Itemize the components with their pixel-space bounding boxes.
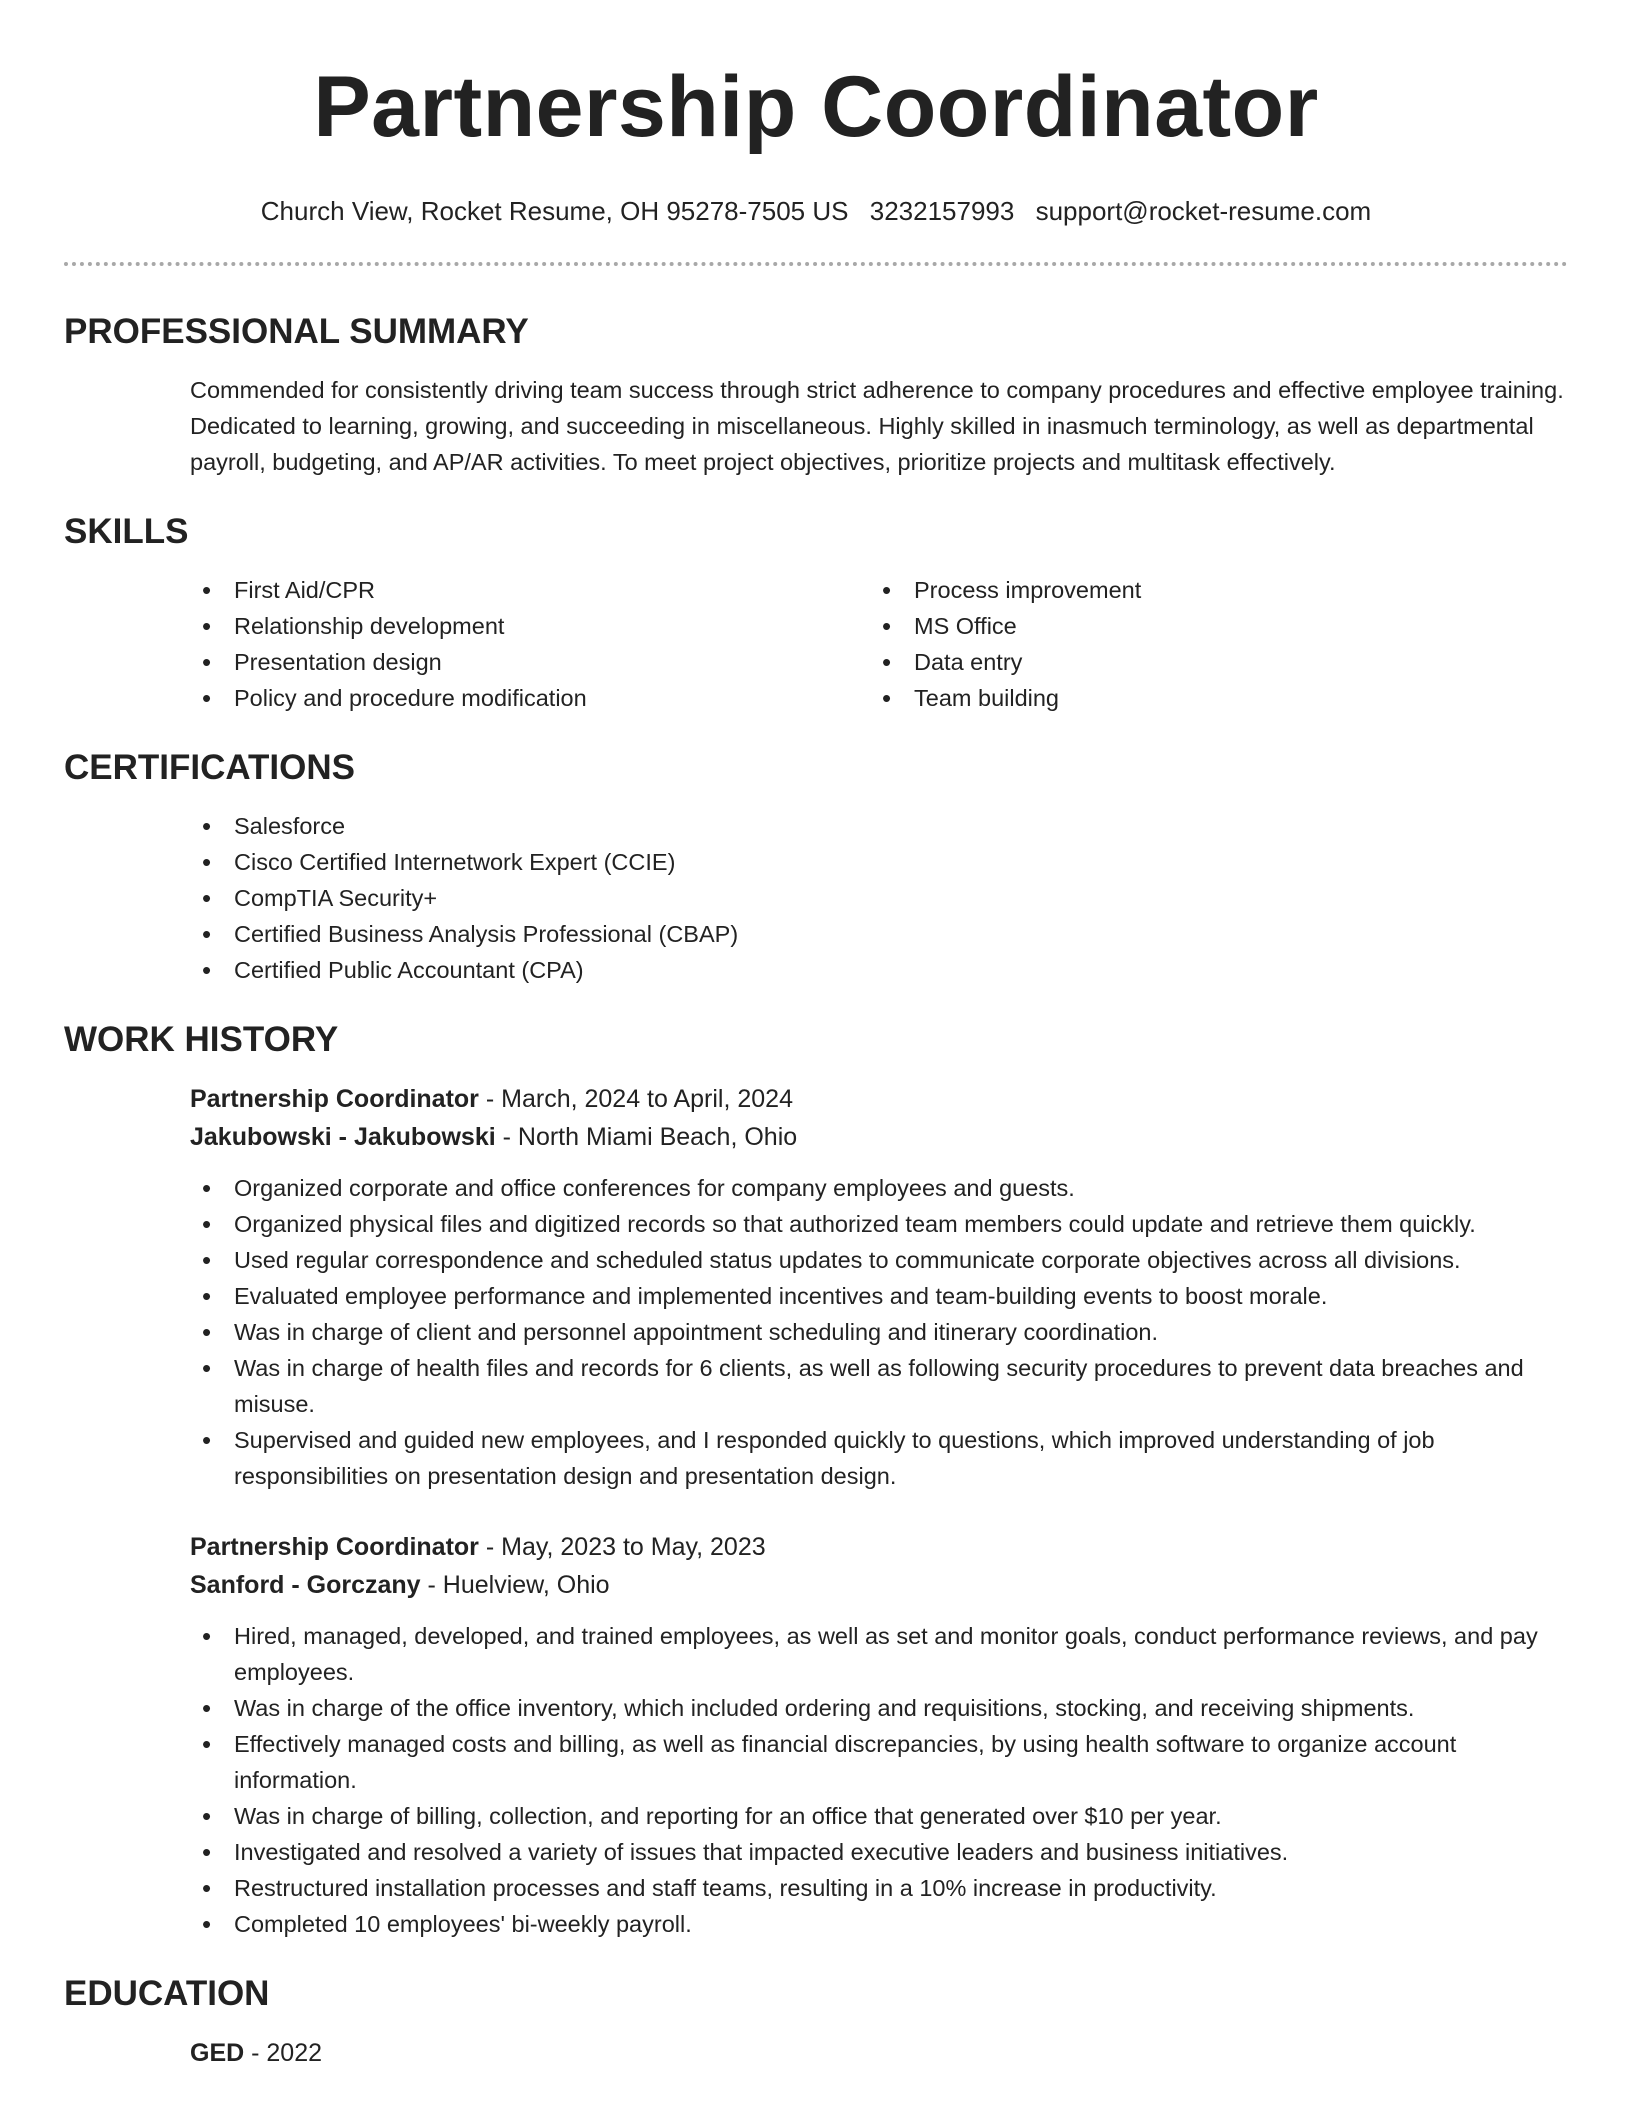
education-body bbox=[64, 2034, 1568, 2072]
job-company: Jakubowski - Jakubowski bbox=[190, 1123, 496, 1151]
skill-item: • First Aid/CPR bbox=[190, 572, 870, 608]
summary-section bbox=[64, 310, 1568, 480]
job-bullet: • Organized physical files and digitized records so that authorized team members could update and retrieve them quickly. bbox=[190, 1206, 1568, 1242]
skill-item: • Policy and procedure modification bbox=[190, 680, 870, 716]
job-entry bbox=[190, 1528, 1568, 1942]
work-history-title: WORK HISTORY bbox=[64, 1020, 339, 1059]
job-entry bbox=[190, 1080, 1568, 1494]
job-title-line bbox=[190, 1528, 1568, 1566]
education-entry bbox=[190, 2034, 1568, 2072]
certification-item: • Cisco Certified Internetwork Expert (CCIE) bbox=[190, 844, 1568, 880]
certifications-list bbox=[190, 808, 1568, 988]
job-title-line bbox=[190, 1080, 1568, 1118]
job-company-line bbox=[190, 1566, 1568, 1604]
job-bullet: • Evaluated employee performance and implemented incentives and team-building events to boost morale. bbox=[190, 1278, 1568, 1314]
job-bullets bbox=[190, 1618, 1568, 1942]
skills-grid bbox=[64, 572, 1568, 716]
job-bullet: • Investigated and resolved a variety of issues that impacted executive leaders and business initiatives. bbox=[190, 1834, 1568, 1870]
job-bullet: • Organized corporate and office conferences for company employees and guests. bbox=[190, 1170, 1568, 1206]
job-bullet: • Was in charge of billing, collection, and reporting for an office that generated over $10 per year. bbox=[190, 1798, 1568, 1834]
job-bullet: • Supervised and guided new employees, and I responded quickly to questions, which improved understanding of job responsibilities on presentation design and presentation design. bbox=[190, 1422, 1568, 1494]
summary-title: PROFESSIONAL SUMMARY bbox=[64, 312, 529, 351]
job-dates: - May, 2023 to May, 2023 bbox=[478, 1533, 766, 1561]
skill-item: • MS Office bbox=[870, 608, 1550, 644]
work-history-section bbox=[64, 1018, 1568, 1942]
job-company-line bbox=[190, 1118, 1568, 1156]
skill-item: • Process improvement bbox=[870, 572, 1550, 608]
job-bullet: • Was in charge of the office inventory, which included ordering and requisitions, stocking, and receiving shipments. bbox=[190, 1690, 1568, 1726]
certifications-body bbox=[64, 808, 1568, 988]
resume-name: Partnership Coordinator bbox=[313, 59, 1319, 155]
skill-item: • Data entry bbox=[870, 644, 1550, 680]
job-location: - Huelview, Ohio bbox=[420, 1571, 610, 1599]
job-role: Partnership Coordinator bbox=[190, 1085, 479, 1113]
summary-body bbox=[64, 372, 1568, 480]
work-history-body bbox=[64, 1080, 1568, 1942]
certification-item: • Certified Business Analysis Professional (CBAP) bbox=[190, 916, 1568, 952]
education-year: - 2022 bbox=[244, 2039, 323, 2067]
job-bullet: • Was in charge of client and personnel appointment scheduling and itinerary coordination. bbox=[190, 1314, 1568, 1350]
education-degree: GED bbox=[190, 2039, 245, 2067]
job-bullet: • Used regular correspondence and scheduled status updates to communicate corporate objectives across all divisions. bbox=[190, 1242, 1568, 1278]
summary-text: Commended for consistently driving team success through strict adherence to company procedures and effective employee training. Dedicated to learning, growing, and succeeding in miscellaneous. Highly skilled in inasmuch terminology, as well as departmental payroll, budgeting, and AP/AR activities. To meet project objectives, prioritize projects and multitask effectively. bbox=[190, 377, 1564, 475]
education-section bbox=[64, 1972, 1568, 2072]
job-role: Partnership Coordinator bbox=[190, 1533, 479, 1561]
skills-title: SKILLS bbox=[64, 512, 189, 551]
skills-list-left bbox=[190, 572, 870, 716]
certification-item: • Salesforce bbox=[190, 808, 1568, 844]
skill-item: • Relationship development bbox=[190, 608, 870, 644]
skills-list-right bbox=[870, 572, 1550, 716]
job-company: Sanford - Gorczany bbox=[190, 1571, 421, 1599]
skill-item: • Team building bbox=[870, 680, 1550, 716]
job-bullets bbox=[190, 1170, 1568, 1494]
header-divider bbox=[64, 262, 1568, 266]
certification-item: • CompTIA Security+ bbox=[190, 880, 1568, 916]
job-dates: - March, 2024 to April, 2024 bbox=[478, 1085, 793, 1113]
job-bullet: • Effectively managed costs and billing, as well as financial discrepancies, by using health software to organize account information. bbox=[190, 1726, 1568, 1798]
job-location: - North Miami Beach, Ohio bbox=[495, 1123, 798, 1151]
contact-line bbox=[64, 194, 1568, 228]
education-title: EDUCATION bbox=[64, 1974, 270, 2013]
contact-phone: 3232157993 bbox=[869, 196, 1015, 226]
skill-item: • Presentation design bbox=[190, 644, 870, 680]
certification-item: • Certified Public Accountant (CPA) bbox=[190, 952, 1568, 988]
contact-email[interactable]: support@rocket-resume.com bbox=[1035, 196, 1372, 226]
job-bullet: • Completed 10 employees' bi-weekly payroll. bbox=[190, 1906, 1568, 1942]
certifications-title: CERTIFICATIONS bbox=[64, 748, 356, 787]
certifications-section bbox=[64, 746, 1568, 988]
job-bullet: • Restructured installation processes and staff teams, resulting in a 10% increase in productivity. bbox=[190, 1870, 1568, 1906]
contact-address: Church View, Rocket Resume, OH 95278-7505 US bbox=[260, 196, 849, 226]
job-bullet: • Hired, managed, developed, and trained employees, as well as set and monitor goals, conduct performance reviews, and pay employees. bbox=[190, 1618, 1568, 1690]
skills-section bbox=[64, 510, 1568, 716]
job-bullet: • Was in charge of health files and records for 6 clients, as well as following security procedures to prevent data breaches and misuse. bbox=[190, 1350, 1568, 1422]
